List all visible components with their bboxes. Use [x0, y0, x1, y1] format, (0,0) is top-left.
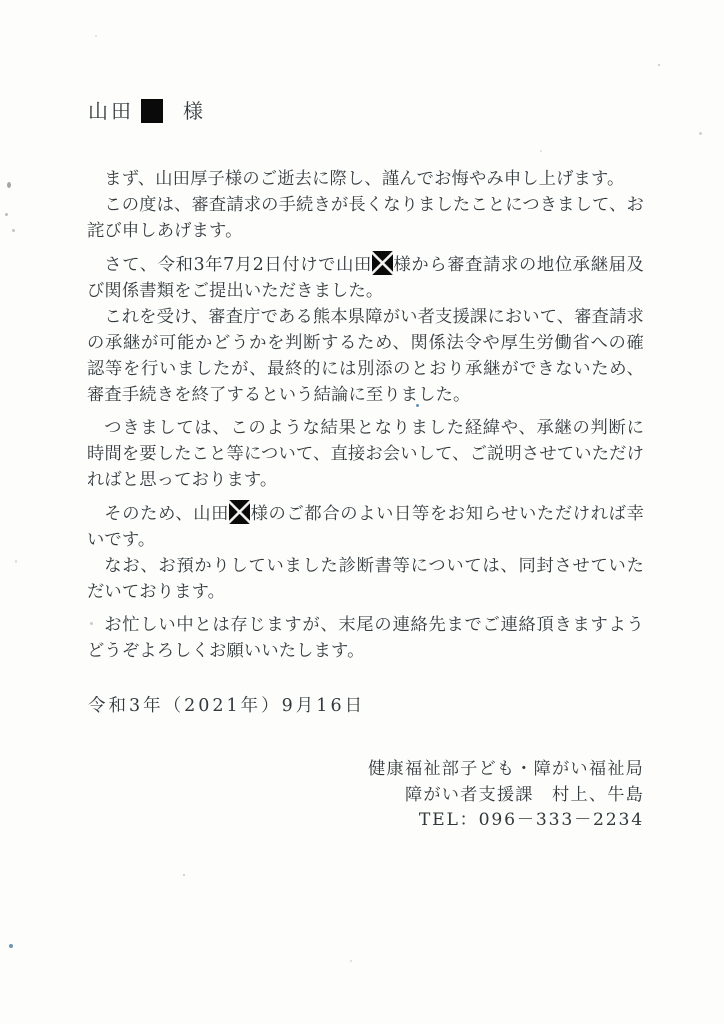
paragraph-explanation	[87, 415, 644, 493]
sentence: まず、山田厚子様のご逝去に際し、謹んでお悔やみ申し上げます。	[104, 169, 625, 189]
scan-speckle	[15, 560, 17, 563]
paragraph-closing	[87, 612, 644, 664]
sentence-text: さて、令和3年7月2日付けで山田	[104, 255, 372, 275]
scan-speckle	[540, 150, 542, 152]
scan-speckle	[699, 132, 702, 135]
sentence-text: そのため、山田	[104, 504, 230, 524]
sentence: この度は、審査請求の手続きが長くなりましたことにつきまして、お詫び申しあげます。	[87, 195, 644, 241]
scan-speckle	[95, 35, 97, 37]
signature-tel: TEL：096－333－2234	[418, 810, 644, 830]
addressee-line	[88, 96, 206, 126]
signature-block	[87, 757, 644, 834]
scan-speckle	[5, 213, 8, 216]
sentence: これを受け、審査庁である熊本県障がい者支援課において、審査請求の承継が可能かどうかを判断するため、関係法令や厚生労働省への確認等を行いましたが、最終的には別添のとおり承継ができないため、審査手続きを終了するという結論に至りました。	[87, 307, 644, 405]
paragraph-condolence	[87, 166, 644, 244]
addressee-name: 山田	[88, 99, 134, 123]
sentence	[87, 500, 644, 553]
scan-speckle	[183, 874, 185, 876]
sentence: つきましては、このような結果となりました経緯や、承継の判断に時間を要したこと等について、直接お会いして、ご説明させていただければと思っております。	[87, 418, 644, 490]
signature-section-staff: 障がい者支援課 村上、牛島	[404, 784, 644, 805]
signature-department: 健康福祉部子ども・障がい福祉局	[368, 759, 644, 779]
sentence-text: 様から審査請求の地位承継届及び関係書類をご提出いただきました。	[87, 255, 644, 301]
redaction-box	[229, 500, 250, 524]
sentence	[87, 251, 644, 304]
scan-speckle	[350, 960, 352, 962]
sentence-text: 様のご都合のよい日等をお知らせいただければ幸いです。	[87, 504, 644, 550]
redaction-box	[372, 251, 393, 275]
scan-speckle	[7, 182, 11, 188]
date-line: 令和3年（2021年）9月16日	[88, 696, 366, 716]
paragraph-schedule	[87, 500, 644, 605]
letter-body	[87, 166, 644, 664]
scan-speckle	[658, 64, 660, 66]
paragraph-submission	[87, 251, 644, 408]
scan-speckle	[12, 229, 15, 232]
sentence: なお、お預かりしていました診断書等については、同封させていただいております。	[87, 556, 644, 602]
sentence: お忙しい中とは存じますが、末尾の連絡先までご連絡頂きますようどうぞよろしくお願いいたします。	[87, 615, 644, 661]
redaction-box	[141, 99, 163, 123]
scan-speckle	[9, 944, 13, 948]
addressee-honorific: 様	[183, 99, 206, 123]
